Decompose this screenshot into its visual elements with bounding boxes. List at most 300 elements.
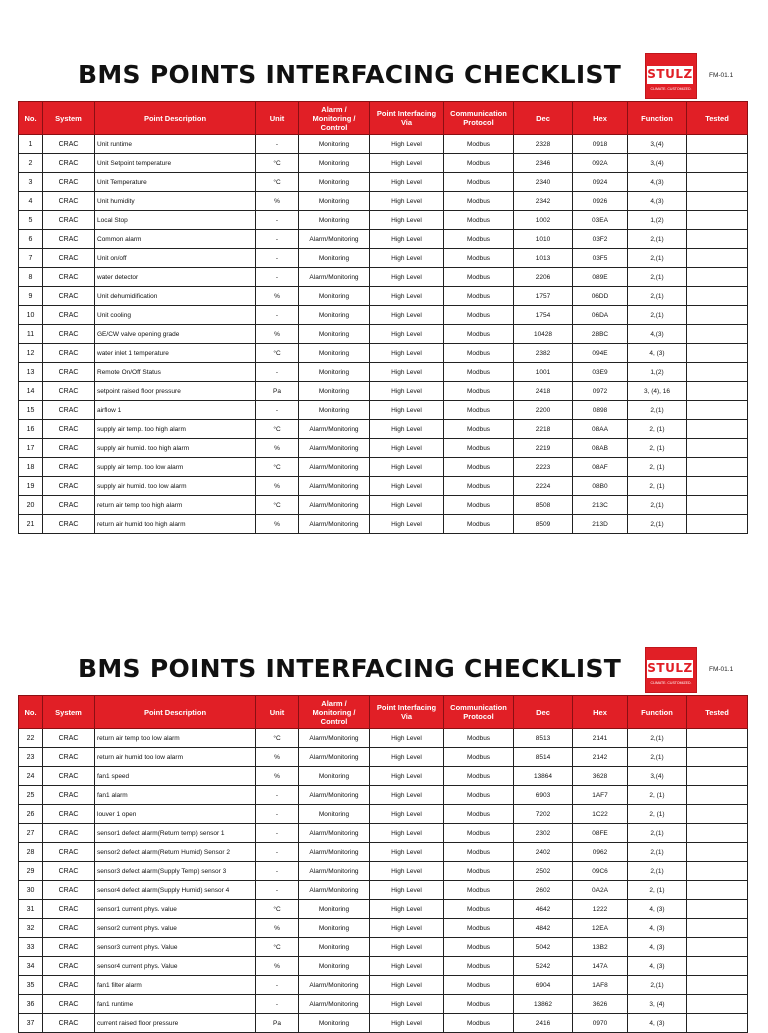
- cell-no: 12: [19, 344, 43, 363]
- cell-alarm-monitoring-control: Alarm/Monitoring: [299, 862, 370, 881]
- cell-hex: 089E: [573, 268, 628, 287]
- cell-unit: -: [256, 268, 299, 287]
- cell-point-description: supply air temp. too low alarm: [95, 458, 256, 477]
- cell-tested[interactable]: [687, 420, 748, 439]
- cell-protocol: Modbus: [444, 192, 514, 211]
- cell-point-description: sensor1 defect alarm(Return temp) sensor 1: [95, 824, 256, 843]
- cell-system: CRAC: [43, 458, 95, 477]
- cell-no: 8: [19, 268, 43, 287]
- cell-protocol: Modbus: [444, 439, 514, 458]
- cell-system: CRAC: [43, 382, 95, 401]
- cell-system: CRAC: [43, 363, 95, 382]
- cell-alarm-monitoring-control: Monitoring: [299, 325, 370, 344]
- table-row: [19, 439, 748, 458]
- cell-protocol: Modbus: [444, 325, 514, 344]
- cell-alarm-monitoring-control: Alarm/Monitoring: [299, 515, 370, 534]
- cell-point-description: water inlet 1 temperature: [95, 344, 256, 363]
- cell-unit: °C: [256, 900, 299, 919]
- table-row: [19, 382, 748, 401]
- cell-dec: 1013: [514, 249, 573, 268]
- cell-function: 4, (3): [628, 1014, 687, 1033]
- cell-unit: -: [256, 401, 299, 420]
- header-interfacing-via: Point Interfacing Via: [370, 696, 444, 729]
- cell-tested[interactable]: [687, 1014, 748, 1033]
- cell-protocol: Modbus: [444, 748, 514, 767]
- cell-system: CRAC: [43, 1014, 95, 1033]
- header-interfacing-via: Point Interfacing Via: [370, 102, 444, 135]
- table-row: [19, 976, 748, 995]
- cell-system: CRAC: [43, 230, 95, 249]
- cell-tested[interactable]: [687, 957, 748, 976]
- header-no: No.: [19, 102, 43, 135]
- cell-interfacing-via: High Level: [370, 344, 444, 363]
- cell-dec: 4842: [514, 919, 573, 938]
- cell-tested[interactable]: [687, 325, 748, 344]
- cell-protocol: Modbus: [444, 154, 514, 173]
- cell-system: CRAC: [43, 306, 95, 325]
- cell-protocol: Modbus: [444, 458, 514, 477]
- cell-dec: 2382: [514, 344, 573, 363]
- cell-alarm-monitoring-control: Alarm/Monitoring: [299, 786, 370, 805]
- cell-interfacing-via: High Level: [370, 401, 444, 420]
- cell-point-description: sensor4 defect alarm(Supply Humid) sensor 4: [95, 881, 256, 900]
- cell-no: 2: [19, 154, 43, 173]
- table-row: [19, 325, 748, 344]
- cell-point-description: sensor3 current phys. Value: [95, 938, 256, 957]
- cell-unit: %: [256, 957, 299, 976]
- cell-alarm-monitoring-control: Alarm/Monitoring: [299, 824, 370, 843]
- page-title: BMS POINTS INTERFACING CHECKLIST: [78, 60, 622, 89]
- cell-interfacing-via: High Level: [370, 287, 444, 306]
- cell-point-description: sensor2 current phys. value: [95, 919, 256, 938]
- cell-tested[interactable]: [687, 401, 748, 420]
- cell-interfacing-via: High Level: [370, 135, 444, 154]
- cell-alarm-monitoring-control: Monitoring: [299, 306, 370, 325]
- cell-protocol: Modbus: [444, 995, 514, 1014]
- cell-tested[interactable]: [687, 154, 748, 173]
- cell-alarm-monitoring-control: Alarm/Monitoring: [299, 458, 370, 477]
- page-title: BMS POINTS INTERFACING CHECKLIST: [78, 654, 622, 683]
- cell-protocol: Modbus: [444, 135, 514, 154]
- cell-hex: 03EA: [573, 211, 628, 230]
- table-row: [19, 995, 748, 1014]
- cell-dec: 2342: [514, 192, 573, 211]
- cell-unit: °C: [256, 938, 299, 957]
- cell-unit: °C: [256, 729, 299, 748]
- cell-tested[interactable]: [687, 767, 748, 786]
- cell-tested[interactable]: [687, 211, 748, 230]
- cell-tested[interactable]: [687, 363, 748, 382]
- cell-hex: 0972: [573, 382, 628, 401]
- cell-dec: 8513: [514, 729, 573, 748]
- cell-function: 3,(4): [628, 135, 687, 154]
- cell-no: 1: [19, 135, 43, 154]
- cell-protocol: Modbus: [444, 173, 514, 192]
- cell-alarm-monitoring-control: Alarm/Monitoring: [299, 477, 370, 496]
- cell-alarm-monitoring-control: Alarm/Monitoring: [299, 496, 370, 515]
- cell-tested[interactable]: [687, 515, 748, 534]
- cell-point-description: airflow 1: [95, 401, 256, 420]
- cell-interfacing-via: High Level: [370, 824, 444, 843]
- cell-interfacing-via: High Level: [370, 843, 444, 862]
- cell-point-description: setpoint raised floor pressure: [95, 382, 256, 401]
- cell-interfacing-via: High Level: [370, 786, 444, 805]
- cell-unit: -: [256, 211, 299, 230]
- cell-protocol: Modbus: [444, 515, 514, 534]
- cell-system: CRAC: [43, 824, 95, 843]
- cell-system: CRAC: [43, 767, 95, 786]
- cell-no: 24: [19, 767, 43, 786]
- cell-system: CRAC: [43, 957, 95, 976]
- cell-unit: %: [256, 919, 299, 938]
- table-row: [19, 249, 748, 268]
- cell-interfacing-via: High Level: [370, 306, 444, 325]
- cell-alarm-monitoring-control: Monitoring: [299, 135, 370, 154]
- cell-tested[interactable]: [687, 919, 748, 938]
- cell-function: 2,(1): [628, 306, 687, 325]
- cell-no: 26: [19, 805, 43, 824]
- cell-unit: -: [256, 976, 299, 995]
- cell-system: CRAC: [43, 173, 95, 192]
- cell-system: CRAC: [43, 515, 95, 534]
- table-row: [19, 748, 748, 767]
- cell-system: CRAC: [43, 862, 95, 881]
- cell-dec: 4642: [514, 900, 573, 919]
- cell-unit: -: [256, 881, 299, 900]
- cell-no: 14: [19, 382, 43, 401]
- cell-alarm-monitoring-control: Alarm/Monitoring: [299, 729, 370, 748]
- cell-function: 2, (1): [628, 458, 687, 477]
- cell-point-description: Unit Setpoint temperature: [95, 154, 256, 173]
- cell-no: 19: [19, 477, 43, 496]
- cell-dec: 13864: [514, 767, 573, 786]
- cell-interfacing-via: High Level: [370, 363, 444, 382]
- cell-protocol: Modbus: [444, 976, 514, 995]
- cell-interfacing-via: High Level: [370, 515, 444, 534]
- table-row: [19, 919, 748, 938]
- cell-function: 2,(1): [628, 976, 687, 995]
- table-row: [19, 458, 748, 477]
- cell-interfacing-via: High Level: [370, 249, 444, 268]
- cell-function: 4, (3): [628, 900, 687, 919]
- cell-tested[interactable]: [687, 843, 748, 862]
- cell-point-description: Local Stop: [95, 211, 256, 230]
- cell-alarm-monitoring-control: Monitoring: [299, 919, 370, 938]
- cell-dec: 7202: [514, 805, 573, 824]
- cell-hex: 147A: [573, 957, 628, 976]
- cell-no: 30: [19, 881, 43, 900]
- cell-tested[interactable]: [687, 230, 748, 249]
- cell-function: 2, (1): [628, 439, 687, 458]
- cell-hex: 0962: [573, 843, 628, 862]
- table-row: [19, 287, 748, 306]
- table-row: [19, 230, 748, 249]
- cell-tested[interactable]: [687, 439, 748, 458]
- cell-tested[interactable]: [687, 192, 748, 211]
- table-row: [19, 957, 748, 976]
- cell-tested[interactable]: [687, 824, 748, 843]
- form-code: FM-01.1: [709, 666, 734, 673]
- cell-hex: 2142: [573, 748, 628, 767]
- cell-no: 35: [19, 976, 43, 995]
- cell-interfacing-via: High Level: [370, 420, 444, 439]
- cell-tested[interactable]: [687, 173, 748, 192]
- header-system: System: [43, 696, 95, 729]
- cell-interfacing-via: High Level: [370, 767, 444, 786]
- cell-tested[interactable]: [687, 786, 748, 805]
- cell-unit: -: [256, 995, 299, 1014]
- cell-system: CRAC: [43, 211, 95, 230]
- cell-protocol: Modbus: [444, 306, 514, 325]
- cell-point-description: fan1 speed: [95, 767, 256, 786]
- header-unit: Unit: [256, 102, 299, 135]
- cell-unit: -: [256, 805, 299, 824]
- cell-no: 5: [19, 211, 43, 230]
- cell-tested[interactable]: [687, 477, 748, 496]
- cell-no: 37: [19, 1014, 43, 1033]
- cell-point-description: return air temp too high alarm: [95, 496, 256, 515]
- cell-unit: °C: [256, 344, 299, 363]
- cell-tested[interactable]: [687, 900, 748, 919]
- cell-interfacing-via: High Level: [370, 862, 444, 881]
- cell-hex: 08B0: [573, 477, 628, 496]
- cell-hex: 06DD: [573, 287, 628, 306]
- cell-alarm-monitoring-control: Monitoring: [299, 957, 370, 976]
- cell-dec: 2328: [514, 135, 573, 154]
- cell-hex: 0924: [573, 173, 628, 192]
- cell-tested[interactable]: [687, 268, 748, 287]
- header-unit: Unit: [256, 696, 299, 729]
- cell-unit: %: [256, 287, 299, 306]
- table-row: [19, 173, 748, 192]
- cell-function: 2, (1): [628, 477, 687, 496]
- cell-alarm-monitoring-control: Alarm/Monitoring: [299, 976, 370, 995]
- cell-interfacing-via: High Level: [370, 477, 444, 496]
- cell-alarm-monitoring-control: Monitoring: [299, 805, 370, 824]
- table-row: [19, 496, 748, 515]
- cell-function: 3,(4): [628, 154, 687, 173]
- cell-hex: 094E: [573, 344, 628, 363]
- cell-interfacing-via: High Level: [370, 919, 444, 938]
- cell-tested[interactable]: [687, 938, 748, 957]
- cell-function: 4, (3): [628, 344, 687, 363]
- cell-tested[interactable]: [687, 249, 748, 268]
- cell-system: CRAC: [43, 995, 95, 1014]
- table-row: [19, 900, 748, 919]
- cell-unit: °C: [256, 154, 299, 173]
- cell-hex: 213C: [573, 496, 628, 515]
- cell-alarm-monitoring-control: Monitoring: [299, 173, 370, 192]
- cell-function: 2,(1): [628, 515, 687, 534]
- cell-protocol: Modbus: [444, 477, 514, 496]
- cell-tested[interactable]: [687, 995, 748, 1014]
- cell-point-description: fan1 alarm: [95, 786, 256, 805]
- cell-unit: %: [256, 192, 299, 211]
- cell-function: 2,(1): [628, 729, 687, 748]
- cell-hex: 0918: [573, 135, 628, 154]
- cell-hex: 3628: [573, 767, 628, 786]
- cell-tested[interactable]: [687, 862, 748, 881]
- cell-interfacing-via: High Level: [370, 900, 444, 919]
- cell-tested[interactable]: [687, 135, 748, 154]
- cell-interfacing-via: High Level: [370, 938, 444, 957]
- cell-point-description: sensor2 defect alarm(Return Humid) Sensor 2: [95, 843, 256, 862]
- cell-tested[interactable]: [687, 805, 748, 824]
- cell-hex: 08FE: [573, 824, 628, 843]
- cell-point-description: sensor4 current phys. Value: [95, 957, 256, 976]
- cell-unit: %: [256, 767, 299, 786]
- header-tested: Tested: [687, 102, 748, 135]
- cell-system: CRAC: [43, 729, 95, 748]
- cell-point-description: return air temp too low alarm: [95, 729, 256, 748]
- cell-interfacing-via: High Level: [370, 268, 444, 287]
- cell-point-description: sensor1 current phys. value: [95, 900, 256, 919]
- cell-no: 27: [19, 824, 43, 843]
- cell-tested[interactable]: [687, 496, 748, 515]
- cell-system: CRAC: [43, 786, 95, 805]
- cell-no: 31: [19, 900, 43, 919]
- cell-no: 20: [19, 496, 43, 515]
- cell-alarm-monitoring-control: Monitoring: [299, 287, 370, 306]
- cell-protocol: Modbus: [444, 1014, 514, 1033]
- cell-no: 13: [19, 363, 43, 382]
- table-row: [19, 729, 748, 748]
- cell-system: CRAC: [43, 496, 95, 515]
- cell-alarm-monitoring-control: Monitoring: [299, 938, 370, 957]
- cell-alarm-monitoring-control: Monitoring: [299, 192, 370, 211]
- cell-no: 28: [19, 843, 43, 862]
- cell-alarm-monitoring-control: Monitoring: [299, 767, 370, 786]
- cell-function: 2,(1): [628, 287, 687, 306]
- cell-dec: 2219: [514, 439, 573, 458]
- cell-point-description: water detector: [95, 268, 256, 287]
- cell-function: 2, (1): [628, 805, 687, 824]
- cell-unit: Pa: [256, 1014, 299, 1033]
- cell-interfacing-via: High Level: [370, 230, 444, 249]
- cell-unit: -: [256, 363, 299, 382]
- header-alarm-monitoring-control: Alarm / Monitoring / Control: [299, 102, 370, 135]
- table-row: [19, 477, 748, 496]
- cell-hex: 13B2: [573, 938, 628, 957]
- cell-hex: 08AA: [573, 420, 628, 439]
- cell-unit: -: [256, 249, 299, 268]
- cell-system: CRAC: [43, 938, 95, 957]
- header-hex: Hex: [573, 696, 628, 729]
- cell-no: 11: [19, 325, 43, 344]
- cell-tested[interactable]: [687, 287, 748, 306]
- cell-system: CRAC: [43, 325, 95, 344]
- cell-point-description: supply air humid. too low alarm: [95, 477, 256, 496]
- cell-interfacing-via: High Level: [370, 748, 444, 767]
- cell-interfacing-via: High Level: [370, 382, 444, 401]
- cell-tested[interactable]: [687, 881, 748, 900]
- cell-function: 2, (1): [628, 881, 687, 900]
- cell-point-description: Unit cooling: [95, 306, 256, 325]
- cell-no: 29: [19, 862, 43, 881]
- cell-hex: 0970: [573, 1014, 628, 1033]
- header-function: Function: [628, 696, 687, 729]
- cell-alarm-monitoring-control: Monitoring: [299, 363, 370, 382]
- cell-point-description: return air humid too low alarm: [95, 748, 256, 767]
- cell-tested[interactable]: [687, 344, 748, 363]
- cell-function: 2,(1): [628, 496, 687, 515]
- cell-point-description: Unit humidity: [95, 192, 256, 211]
- cell-no: 3: [19, 173, 43, 192]
- table-row: [19, 420, 748, 439]
- cell-function: 2,(1): [628, 401, 687, 420]
- cell-function: 4,(3): [628, 173, 687, 192]
- cell-dec: 2218: [514, 420, 573, 439]
- cell-interfacing-via: High Level: [370, 976, 444, 995]
- cell-unit: °C: [256, 173, 299, 192]
- cell-protocol: Modbus: [444, 805, 514, 824]
- cell-interfacing-via: High Level: [370, 192, 444, 211]
- cell-tested[interactable]: [687, 729, 748, 748]
- cell-hex: 1AF8: [573, 976, 628, 995]
- cell-dec: 2340: [514, 173, 573, 192]
- cell-function: 2,(1): [628, 268, 687, 287]
- cell-dec: 2346: [514, 154, 573, 173]
- cell-no: 7: [19, 249, 43, 268]
- cell-interfacing-via: High Level: [370, 1014, 444, 1033]
- cell-hex: 03E9: [573, 363, 628, 382]
- cell-dec: 5042: [514, 938, 573, 957]
- cell-hex: 0926: [573, 192, 628, 211]
- cell-protocol: Modbus: [444, 249, 514, 268]
- cell-interfacing-via: High Level: [370, 154, 444, 173]
- cell-point-description: Common alarm: [95, 230, 256, 249]
- cell-tested[interactable]: [687, 748, 748, 767]
- cell-protocol: Modbus: [444, 211, 514, 230]
- cell-alarm-monitoring-control: Alarm/Monitoring: [299, 881, 370, 900]
- cell-alarm-monitoring-control: Monitoring: [299, 211, 370, 230]
- cell-interfacing-via: High Level: [370, 995, 444, 1014]
- table-row: [19, 881, 748, 900]
- cell-interfacing-via: High Level: [370, 805, 444, 824]
- cell-dec: 8509: [514, 515, 573, 534]
- cell-dec: 8514: [514, 748, 573, 767]
- cell-interfacing-via: High Level: [370, 211, 444, 230]
- cell-system: CRAC: [43, 805, 95, 824]
- cell-tested[interactable]: [687, 306, 748, 325]
- cell-protocol: Modbus: [444, 843, 514, 862]
- cell-hex: 3626: [573, 995, 628, 1014]
- cell-unit: -: [256, 862, 299, 881]
- cell-protocol: Modbus: [444, 938, 514, 957]
- cell-dec: 2224: [514, 477, 573, 496]
- cell-function: 2,(1): [628, 862, 687, 881]
- cell-system: CRAC: [43, 843, 95, 862]
- table-row: [19, 938, 748, 957]
- cell-interfacing-via: High Level: [370, 439, 444, 458]
- cell-tested[interactable]: [687, 382, 748, 401]
- cell-tested[interactable]: [687, 976, 748, 995]
- table-row: [19, 767, 748, 786]
- cell-alarm-monitoring-control: Monitoring: [299, 401, 370, 420]
- cell-alarm-monitoring-control: Monitoring: [299, 249, 370, 268]
- cell-system: CRAC: [43, 344, 95, 363]
- cell-function: 2,(1): [628, 843, 687, 862]
- table-row: [19, 824, 748, 843]
- header-point-description: Point Description: [95, 102, 256, 135]
- cell-dec: 6904: [514, 976, 573, 995]
- cell-point-description: Unit dehumidification: [95, 287, 256, 306]
- table-row: [19, 786, 748, 805]
- cell-protocol: Modbus: [444, 881, 514, 900]
- cell-tested[interactable]: [687, 458, 748, 477]
- logo-tagline: CLIMATE. CUSTOMIZED.: [650, 681, 692, 685]
- cell-unit: %: [256, 515, 299, 534]
